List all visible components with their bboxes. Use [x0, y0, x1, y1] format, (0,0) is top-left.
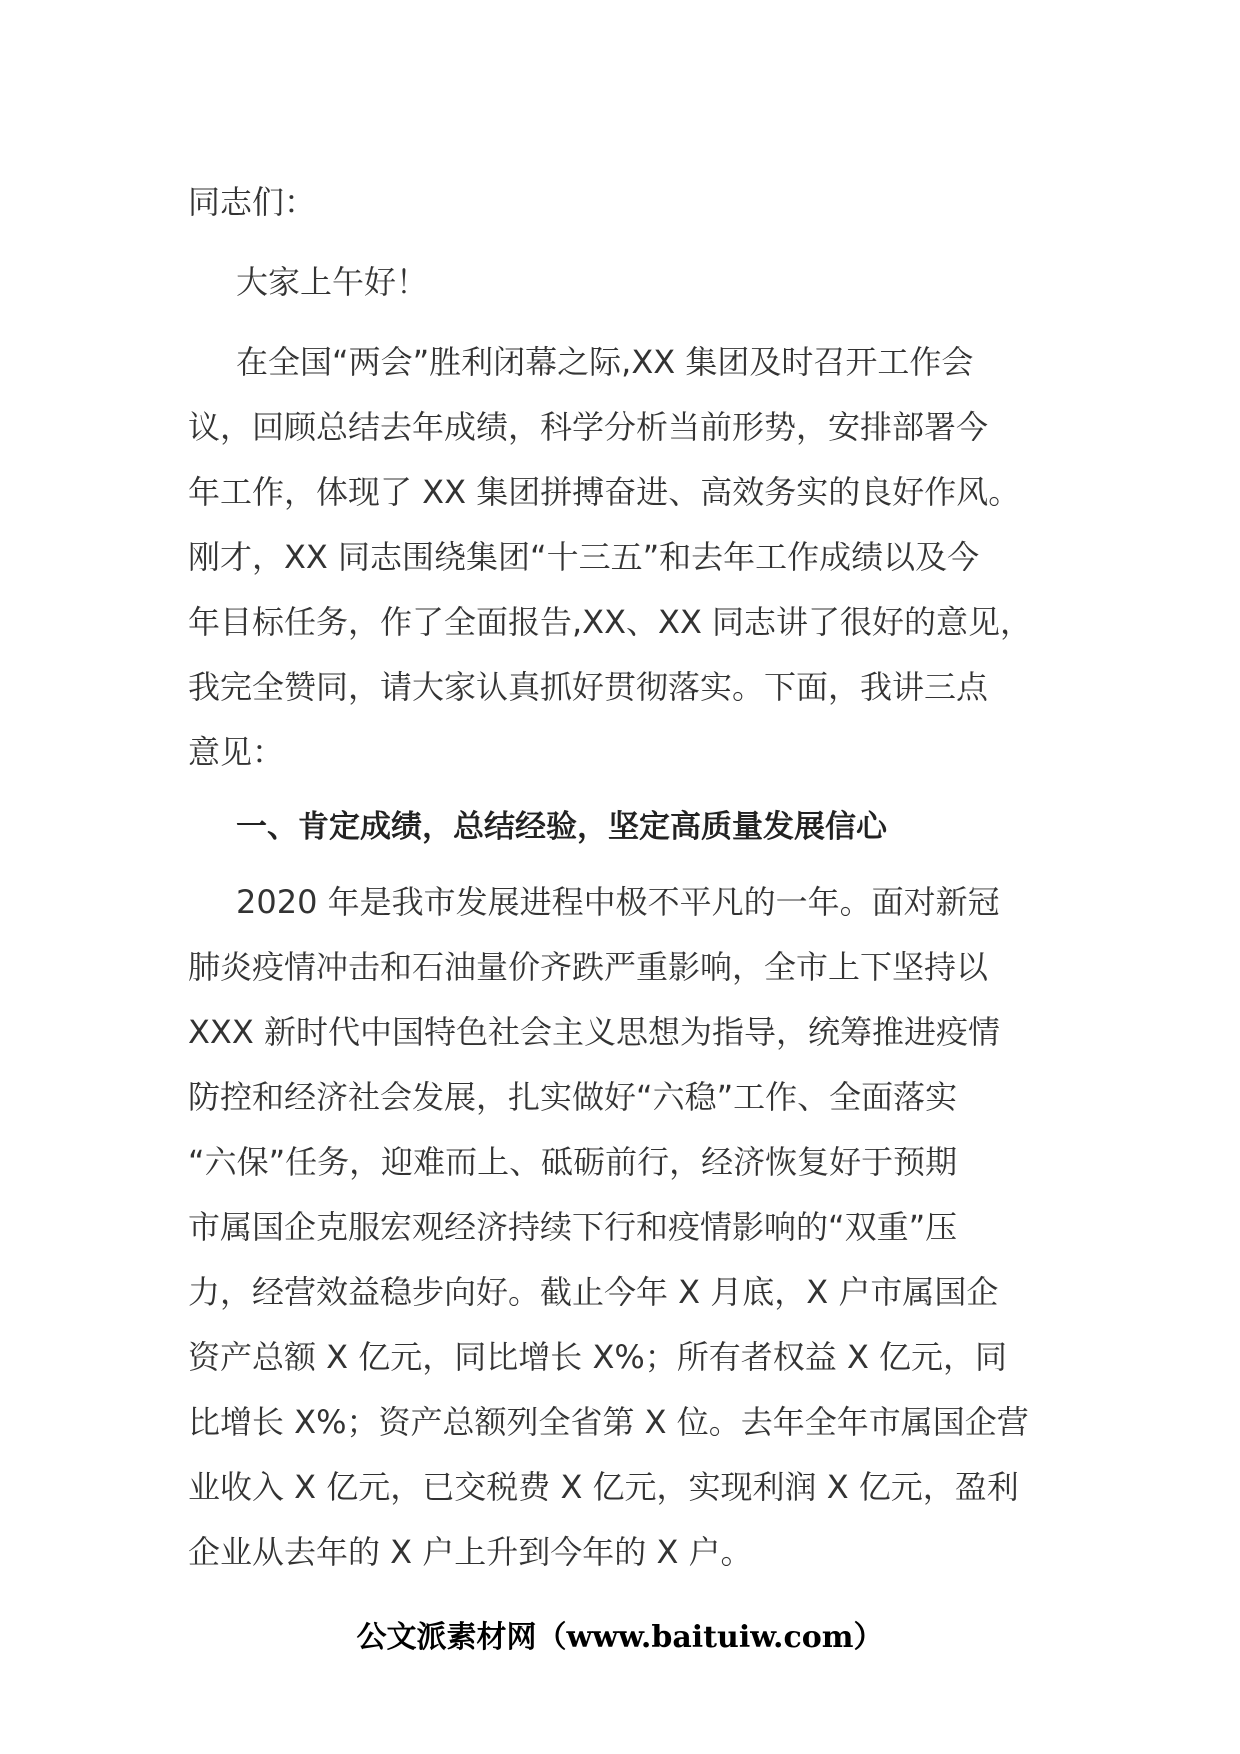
paragraph-line: XXX 新时代中国特色社会主义思想为指导，统筹推进疫情 — [188, 1013, 1000, 1051]
paragraph-line: 业收入 X 亿元，已交税费 X 亿元，实现利润 X 亿元，盈利 — [188, 1468, 1019, 1506]
paragraph-line: 企业从去年的 X 户上升到今年的 X 户。 — [188, 1533, 753, 1571]
paragraph-line: 我完全赞同，请大家认真抓好贯彻落实。下面，我讲三点 — [188, 668, 989, 706]
paragraph-line: 肺炎疫情冲击和石油量价齐跌严重影响，全市上下坚持以 — [188, 948, 989, 986]
paragraph-line: 2020 年是我市发展进程中极不平凡的一年。面对新冠 — [236, 883, 1000, 921]
greeting: 大家上午好！ — [236, 263, 429, 301]
paragraph-line: 力，经营效益稳步向好。截止今年 X 月底，X 户市属国企 — [188, 1273, 999, 1311]
paragraph-line: “六保”任务，迎难而上、砥砺前行，经济恢复好于预期 — [188, 1143, 958, 1181]
paragraph-line: 防控和经济社会发展，扎实做好“六稳”工作、全面落实 — [188, 1078, 958, 1116]
paragraph-line: 年目标任务，作了全面报告,XX、XX 同志讲了很好的意见， — [188, 603, 1033, 641]
paragraph-line: 年工作，体现了 XX 集团拼搏奋进、高效务实的良好作风。 — [188, 473, 1021, 511]
salutation: 同志们： — [188, 183, 317, 221]
paragraph-line: 刚才，XX 同志围绕集团“十三五”和去年工作成绩以及今 — [188, 538, 980, 576]
paragraph-line: 议，回顾总结去年成绩，科学分析当前形势，安排部署今 — [188, 408, 989, 446]
document-body — [188, 170, 1093, 1585]
paragraph-line: 比增长 X%；资产总额列全省第 X 位。去年全年市属国企营 — [188, 1403, 1029, 1441]
paragraph-line: 资产总额 X 亿元，同比增长 X%；所有者权益 X 亿元，同 — [188, 1338, 1008, 1376]
paragraph-line: 在全国“两会”胜利闭幕之际,XX 集团及时召开工作会 — [236, 343, 974, 381]
section-heading: 一、肯定成绩，总结经验，坚定高质量发展信心 — [236, 809, 887, 845]
paragraph-line: 意见： — [188, 733, 285, 771]
paragraph-line: 市属国企克服宏观经济持续下行和疫情影响的“双重”压 — [188, 1208, 958, 1246]
footer-watermark: 公文派素材网（www.baituiw.com） — [356, 1620, 884, 1655]
